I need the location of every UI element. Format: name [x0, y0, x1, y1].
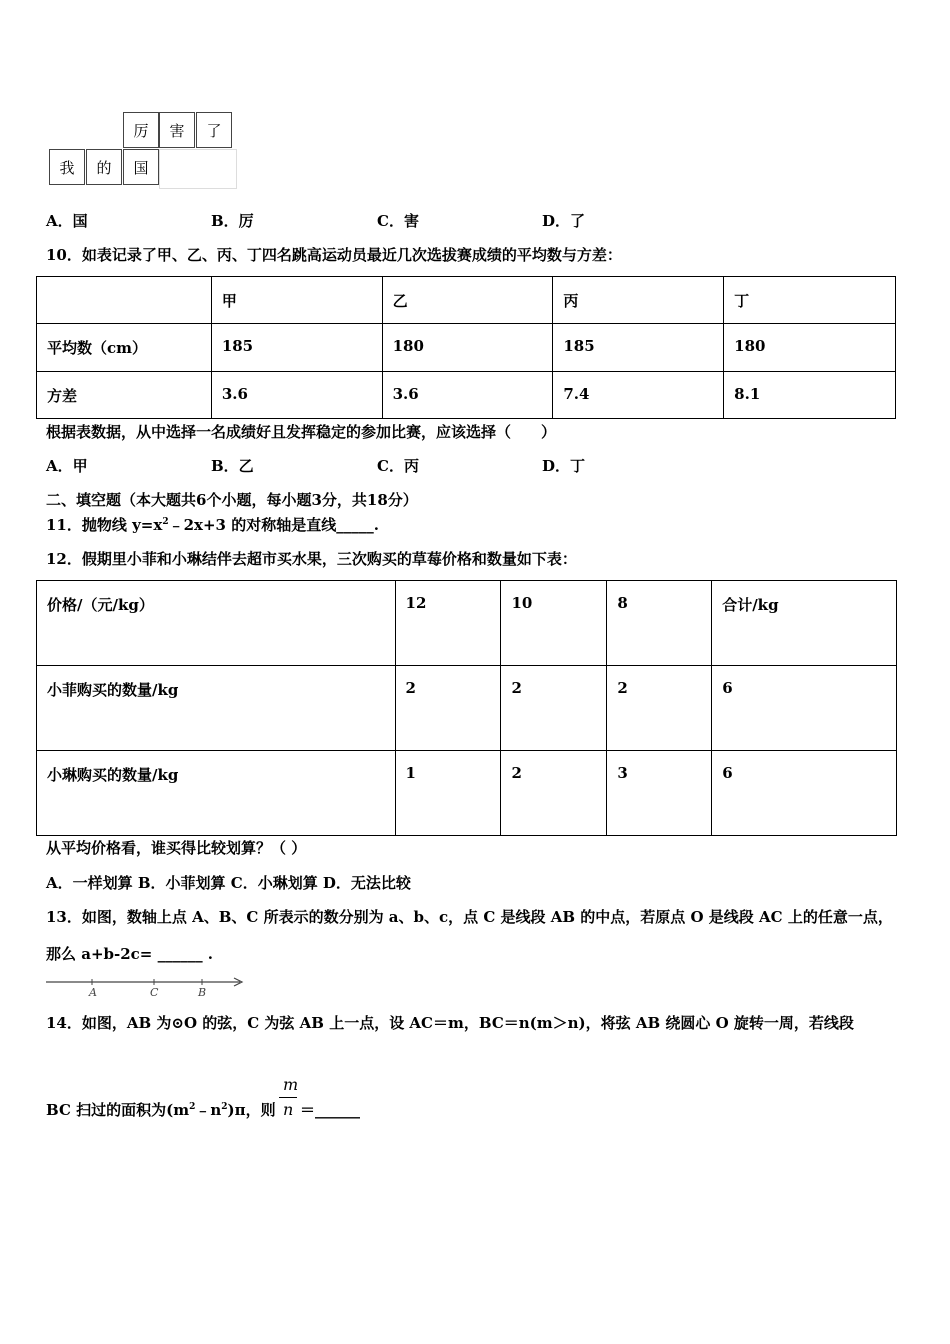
table-cell: 甲	[211, 277, 382, 324]
q12-stem: 12．假期里小菲和小琳结伴去超市买水果，三次购买的草莓价格和数量如下表：	[46, 550, 577, 568]
table-cell: 8	[607, 581, 712, 666]
table-cell: 7.4	[553, 372, 724, 419]
q14-exponent: 2	[189, 1102, 196, 1112]
table-cell	[37, 277, 212, 324]
q11-exponent: 2	[162, 517, 169, 527]
net-cell: 国	[123, 149, 159, 185]
q13-line1: 13．如图，数轴上点 A、B、C 所表示的数分别为 a、b、c，点 C 是线段 AB 的中点，若原点 O 是线段 AC 上的任意一点，	[46, 908, 893, 926]
q10-option-c: C．丙	[377, 457, 419, 475]
table-cell: 3.6	[211, 372, 382, 419]
q14-exponent: 2	[221, 1102, 228, 1112]
q12-options: A．一样划算 B．小菲划算 C．小琳划算 D．无法比较	[46, 874, 411, 892]
axis-label-b: B	[198, 986, 207, 998]
axis-label-c: C	[150, 986, 159, 998]
q14-text-c: )π，则	[227, 1101, 276, 1119]
table-row	[37, 751, 897, 836]
axis-label-a: A	[89, 986, 97, 998]
table-cell: 2	[395, 666, 501, 751]
table-cell: 6	[712, 751, 897, 836]
table-cell: 1	[395, 751, 501, 836]
table-cell: 180	[724, 324, 896, 372]
net-cell: 厉	[123, 112, 159, 148]
table-cell: 3.6	[382, 372, 553, 419]
table-cell: 平均数（cm）	[37, 324, 212, 372]
q13-line2: 那么 a+b-2c= ______ .	[46, 945, 214, 963]
net-blank-area	[159, 149, 237, 189]
section-title: 二、填空题（本大题共6个小题，每小题3分，共18分）	[46, 491, 418, 509]
table-cell: 合计/kg	[712, 581, 897, 666]
q10-option-a: A．甲	[46, 457, 88, 475]
table-cell: 8.1	[724, 372, 896, 419]
table-cell: 3	[607, 751, 712, 836]
table-cell: 小菲购买的数量/kg	[37, 666, 396, 751]
q14-line2	[46, 1100, 276, 1120]
fraction-bar	[279, 1097, 297, 1098]
table-cell: 小琳购买的数量/kg	[37, 751, 396, 836]
table-cell: 10	[501, 581, 607, 666]
q12-table	[36, 580, 897, 836]
table-cell: 180	[382, 324, 553, 372]
q10-option-d: D．丁	[542, 457, 586, 475]
table-row	[37, 581, 897, 666]
table-cell: 12	[395, 581, 501, 666]
table-cell: 2	[501, 751, 607, 836]
net-cell: 害	[159, 112, 195, 148]
table-cell: 方差	[37, 372, 212, 419]
q14-text-a: BC 扫过的面积为(m	[46, 1101, 190, 1119]
table-cell: 6	[712, 666, 897, 751]
q10-table	[36, 276, 896, 419]
q11-text-a: 11．抛物线 y=x	[46, 516, 163, 534]
table-cell: 乙	[382, 277, 553, 324]
table-row	[37, 666, 897, 751]
fraction-denominator: n	[283, 1100, 294, 1119]
number-line-figure	[44, 974, 248, 998]
table-row	[37, 324, 896, 372]
q9-option-d: D．了	[542, 212, 586, 230]
q10-option-b: B．乙	[211, 457, 254, 475]
table-cell: 价格/（元/kg）	[37, 581, 396, 666]
q11-text	[46, 515, 379, 535]
fraction-numerator: m	[283, 1075, 299, 1094]
q10-question: 根据表数据，从中选择一名成绩好且发挥稳定的参加比赛，应该选择（ ）	[46, 423, 557, 441]
q9-option-b: B．厉	[211, 212, 254, 230]
table-row	[37, 277, 896, 324]
q14-line1: 14．如图，AB 为⊙O 的弦，C 为弦 AB 上一点，设 AC＝m，BC＝n(m＞n)，将弦 AB 绕圆心 O 旋转一周，若线段	[46, 1014, 854, 1032]
table-row	[37, 372, 896, 419]
table-cell: 丙	[553, 277, 724, 324]
q11-text-b: ﹣2x+3 的对称轴是直线_____.	[168, 516, 379, 534]
q14-text-b: ﹣n	[195, 1101, 222, 1119]
net-cell: 了	[196, 112, 232, 148]
net-cell: 我	[49, 149, 85, 185]
q14-answer-blank: ＝______	[300, 1101, 361, 1119]
table-cell: 2	[607, 666, 712, 751]
net-cell: 的	[86, 149, 122, 185]
table-cell: 丁	[724, 277, 896, 324]
table-cell: 185	[211, 324, 382, 372]
q9-option-a: A．国	[46, 212, 88, 230]
table-cell: 2	[501, 666, 607, 751]
q12-question: 从平均价格看，谁买得比较划算？（ ）	[46, 839, 307, 857]
table-cell: 185	[553, 324, 724, 372]
q10-stem: 10．如表记录了甲、乙、丙、丁四名跳高运动员最近几次选拔赛成绩的平均数与方差：	[46, 246, 622, 264]
q9-option-c: C．害	[377, 212, 419, 230]
